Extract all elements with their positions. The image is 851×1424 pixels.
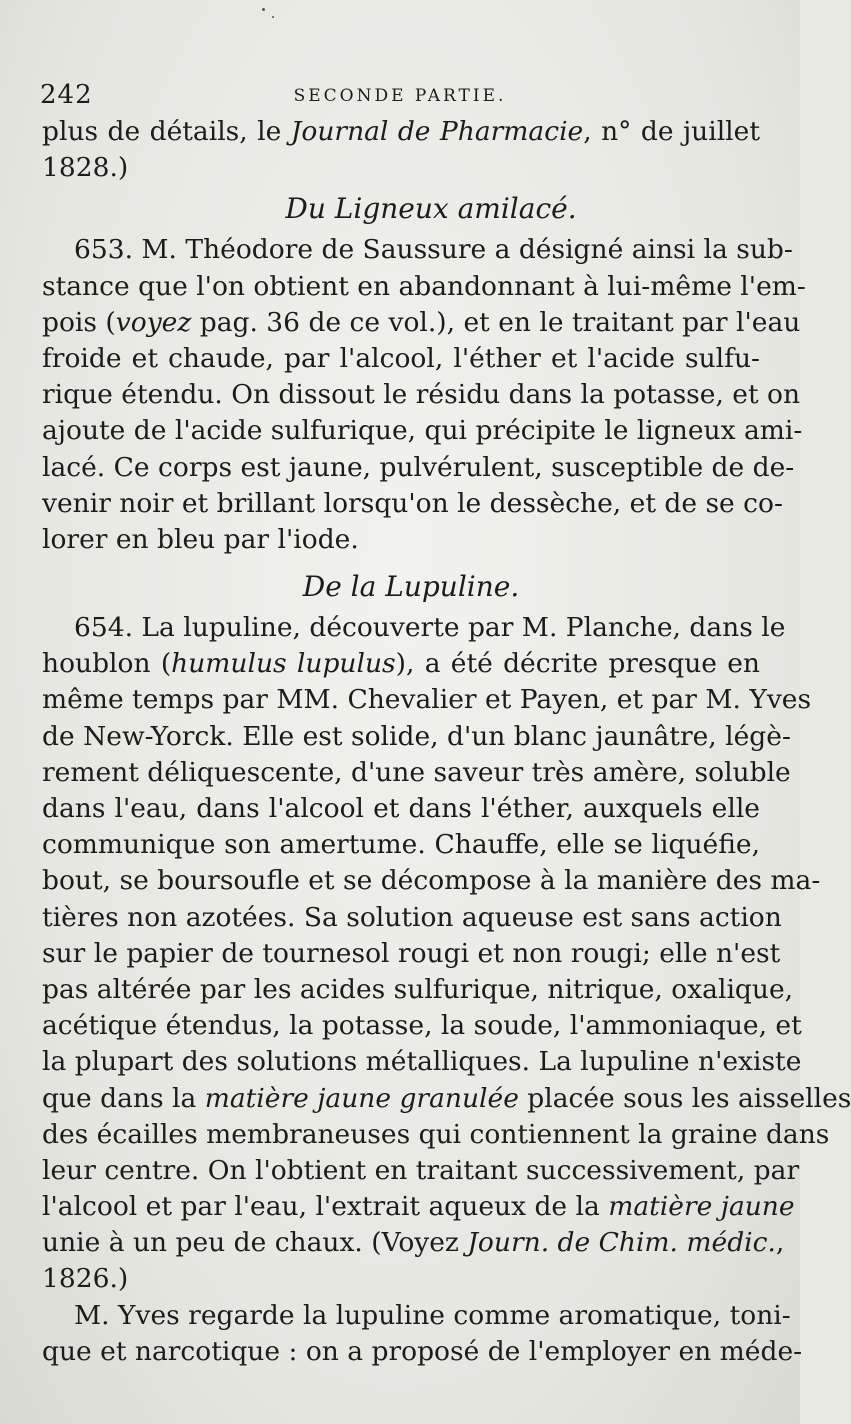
text-line: tières non azotées. Sa solution aqueuse est sans action [42, 901, 782, 933]
text-line: ajoute de l'acide sulfurique, qui précipite le ligneux ami- [42, 415, 803, 447]
text-line: 1828.) [42, 152, 129, 184]
text-line: même temps par MM. Chevalier et Payen, et par M. Yves [42, 684, 812, 716]
text-line: M. Yves regarde la lupuline comme aromatique, toni- [74, 1299, 791, 1331]
ink-speck [262, 8, 265, 11]
page-body [42, 114, 851, 1370]
continuation-paragraph [42, 114, 760, 186]
text-line: venir noir et brillant lorsqu'on le dessèche, et de se co- [42, 487, 783, 519]
text-line: rique étendu. On dissout le résidu dans la potasse, et on [42, 379, 801, 411]
section-heading-ligneux: Du Ligneux amilacé. [285, 192, 577, 226]
text-line: l'alcool et par l'eau, l'extrait aqueux de la matière jaune [42, 1191, 795, 1223]
text-line: froide et chaude, par l'alcool, l'éther et l'acide sulfu- [42, 342, 760, 374]
text-line: plus de détails, le Journal de Pharmacie, n° de juillet [42, 116, 760, 147]
text-line: rement déliquescente, d'une saveur très amère, soluble [42, 756, 791, 788]
text-line: lorer en bleu par l'iode. [42, 523, 359, 555]
section-heading-lupuline: De la Lupuline. [302, 570, 520, 604]
text-line: stance que l'on obtient en abandonnant à lui-même l'em- [42, 270, 806, 302]
text-line: houblon (humulus lupulus), a été décrite presque en [42, 648, 760, 680]
running-head: SECONDE PARTIE. [293, 86, 507, 106]
text-line: pois (voyez pag. 36 de ce vol.), et en le traitant par l'eau [42, 306, 801, 338]
paragraph-654 [42, 610, 851, 1298]
text-line: des écailles membraneuses qui contiennent la graine dans [42, 1118, 830, 1150]
text-line: 654. La lupuline, découverte par M. Planche, dans le [74, 612, 786, 644]
page-header [40, 80, 760, 112]
text-line: dans l'eau, dans l'alcool et dans l'éther, auxquels elle [42, 793, 760, 824]
page-number: 242 [40, 80, 93, 110]
text-line: la plupart des solutions métalliques. La lupuline n'existe [42, 1046, 802, 1078]
text-line: 653. M. Théodore de Saussure a désigné ainsi la sub- [74, 234, 793, 266]
text-line: que et narcotique : on a proposé de l'employer en méde- [42, 1335, 803, 1367]
text-line: de New-Yorck. Elle est solide, d'un blanc jaunâtre, légè- [42, 720, 791, 752]
closing-paragraph [42, 1298, 803, 1370]
text-line: acétique étendus, la potasse, la soude, l'ammoniaque, et [42, 1010, 802, 1042]
text-line: sur le papier de tournesol rougi et non rougi; elle n'est [42, 937, 781, 969]
text-line: pas altérée par les acides sulfurique, nitrique, oxalique, [42, 973, 794, 1005]
text-line: leur centre. On l'obtient en traitant successivement, par [42, 1154, 800, 1186]
text-line: communique son amertume. Chauffe, elle se liquéfie, [42, 829, 760, 861]
text-line: unie à un peu de chaux. (Voyez Journ. de Chim. médic., [42, 1227, 785, 1259]
ink-speck [272, 16, 274, 18]
text-line: 1826.) [42, 1263, 129, 1295]
paragraph-653 [42, 232, 806, 558]
text-line: lacé. Ce corps est jaune, pulvérulent, susceptible de de- [42, 451, 795, 483]
text-line: bout, se boursoufle et se décompose à la manière des ma- [42, 865, 821, 897]
text-line: que dans la matière jaune granulée placée sous les aisselles [42, 1082, 851, 1114]
